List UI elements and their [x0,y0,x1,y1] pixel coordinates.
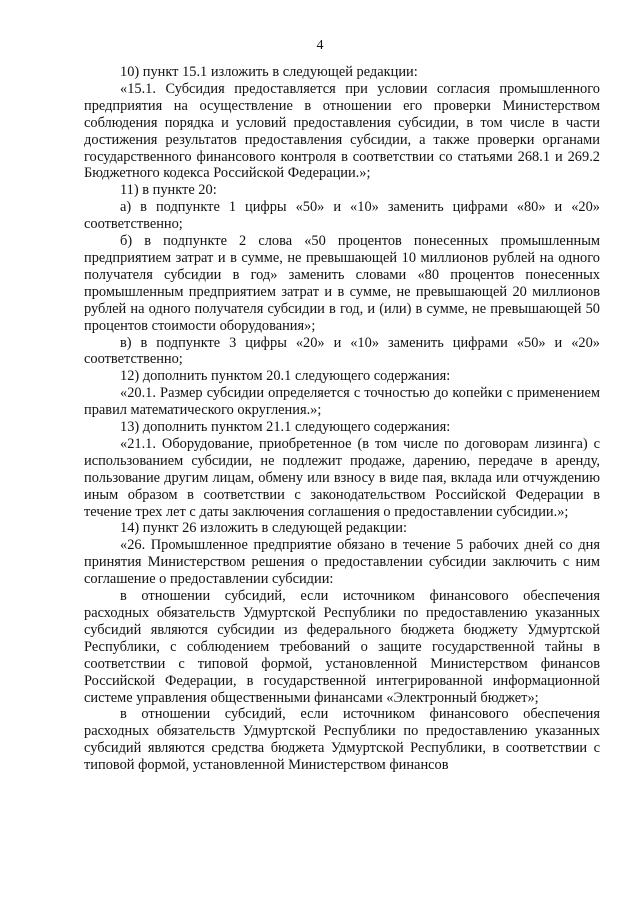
paragraph-clause-15-1: «15.1. Субсидия предоставляется при условии согласия промышленного предприятия на осуществление в отношении его проверки Министерством соблюдения порядка и условий предоставления субсидии, в том числе в части достижения результатов предоставления субсидии, а также проверки органами государственного финансового контроля в соответствии со статьями 268.1 и 269.2 Бюджетного кодекса Российской Федерации.»; [84,80,600,182]
page-number: 4 [316,38,324,53]
paragraph-item-10: 10) пункт 15.1 изложить в следующей редакции: [120,64,418,80]
paragraph-subitem-a: а) в подпункте 1 цифры «50» и «10» заменить цифрами «80» и «20» соответственно; [84,199,600,233]
paragraph-item-13: 13) дополнить пунктом 21.1 следующего содержания: [120,419,451,436]
paragraph-subitem-v: в) в подпункте 3 цифры «20» и «10» заменить цифрами «50» и «20» соответственно; [84,334,600,368]
paragraph-federal-subsidies: в отношении субсидий, если источником финансового обеспечения расходных обязательств Удмуртской Республики по предоставлению указанных субсидий являются субсидии из федерального бюджета бюджету Удмуртской Республики, с соблюдением требований о защите государственной тайны в соответствии с типовой формой, установленной Министерством финансов Российской Федерации, в государственной интегрированной информационной системе управления общественными финансами «Электронный бюджет»; [84,588,600,706]
paragraph-item-12: 12) дополнить пунктом 20.1 следующего содержания: [120,368,451,385]
paragraph-clause-20-1: «20.1. Размер субсидии определяется с точностью до копейки с применением правил математического округления.»; [84,385,600,419]
paragraph-item-11: 11) в пункте 20: [120,182,217,199]
paragraph-clause-26: «26. Промышленное предприятие обязано в течение 5 рабочих дней со дня принятия Министерством решения о предоставлении субсидии заключить с ним соглашение о предоставлении субсидии: [84,537,600,588]
paragraph-clause-21-1: «21.1. Оборудование, приобретенное (в том числе по договорам лизинга) с использованием субсидии, не подлежит продаже, дарению, передаче в аренду, пользование другим лицам, обмену или взносу в виде пая, вклада или отчуждению иным образом в соответствии с законодательством Российской Федерации в течение трех лет с даты заключения соглашения о предоставлении субсидии.»; [84,435,600,520]
document-body [84,64,600,774]
paragraph-regional-subsidies: в отношении субсидий, если источником финансового обеспечения расходных обязательств Удмуртской Республики по предоставлению указанных субсидий являются средства бюджета Удмуртской Республики, в соответствии с типовой формой, установленной Министерством финансов [84,706,600,774]
paragraph-item-14: 14) пункт 26 изложить в следующей редакции: [120,520,407,537]
paragraph-subitem-b: б) в подпункте 2 слова «50 процентов понесенных промышленным предприятием затрат и в сумме, не превышающей 10 миллионов рублей на одного получателя субсидии в год» заменить словами «80 процентов понесенных промышленным предприятием затрат и в сумме, не превышающей 20 миллионов рублей на одного получателя субсидии в год, и (или) в сумме, не превышающей 50 процентов стоимости оборудования»; [84,233,600,334]
